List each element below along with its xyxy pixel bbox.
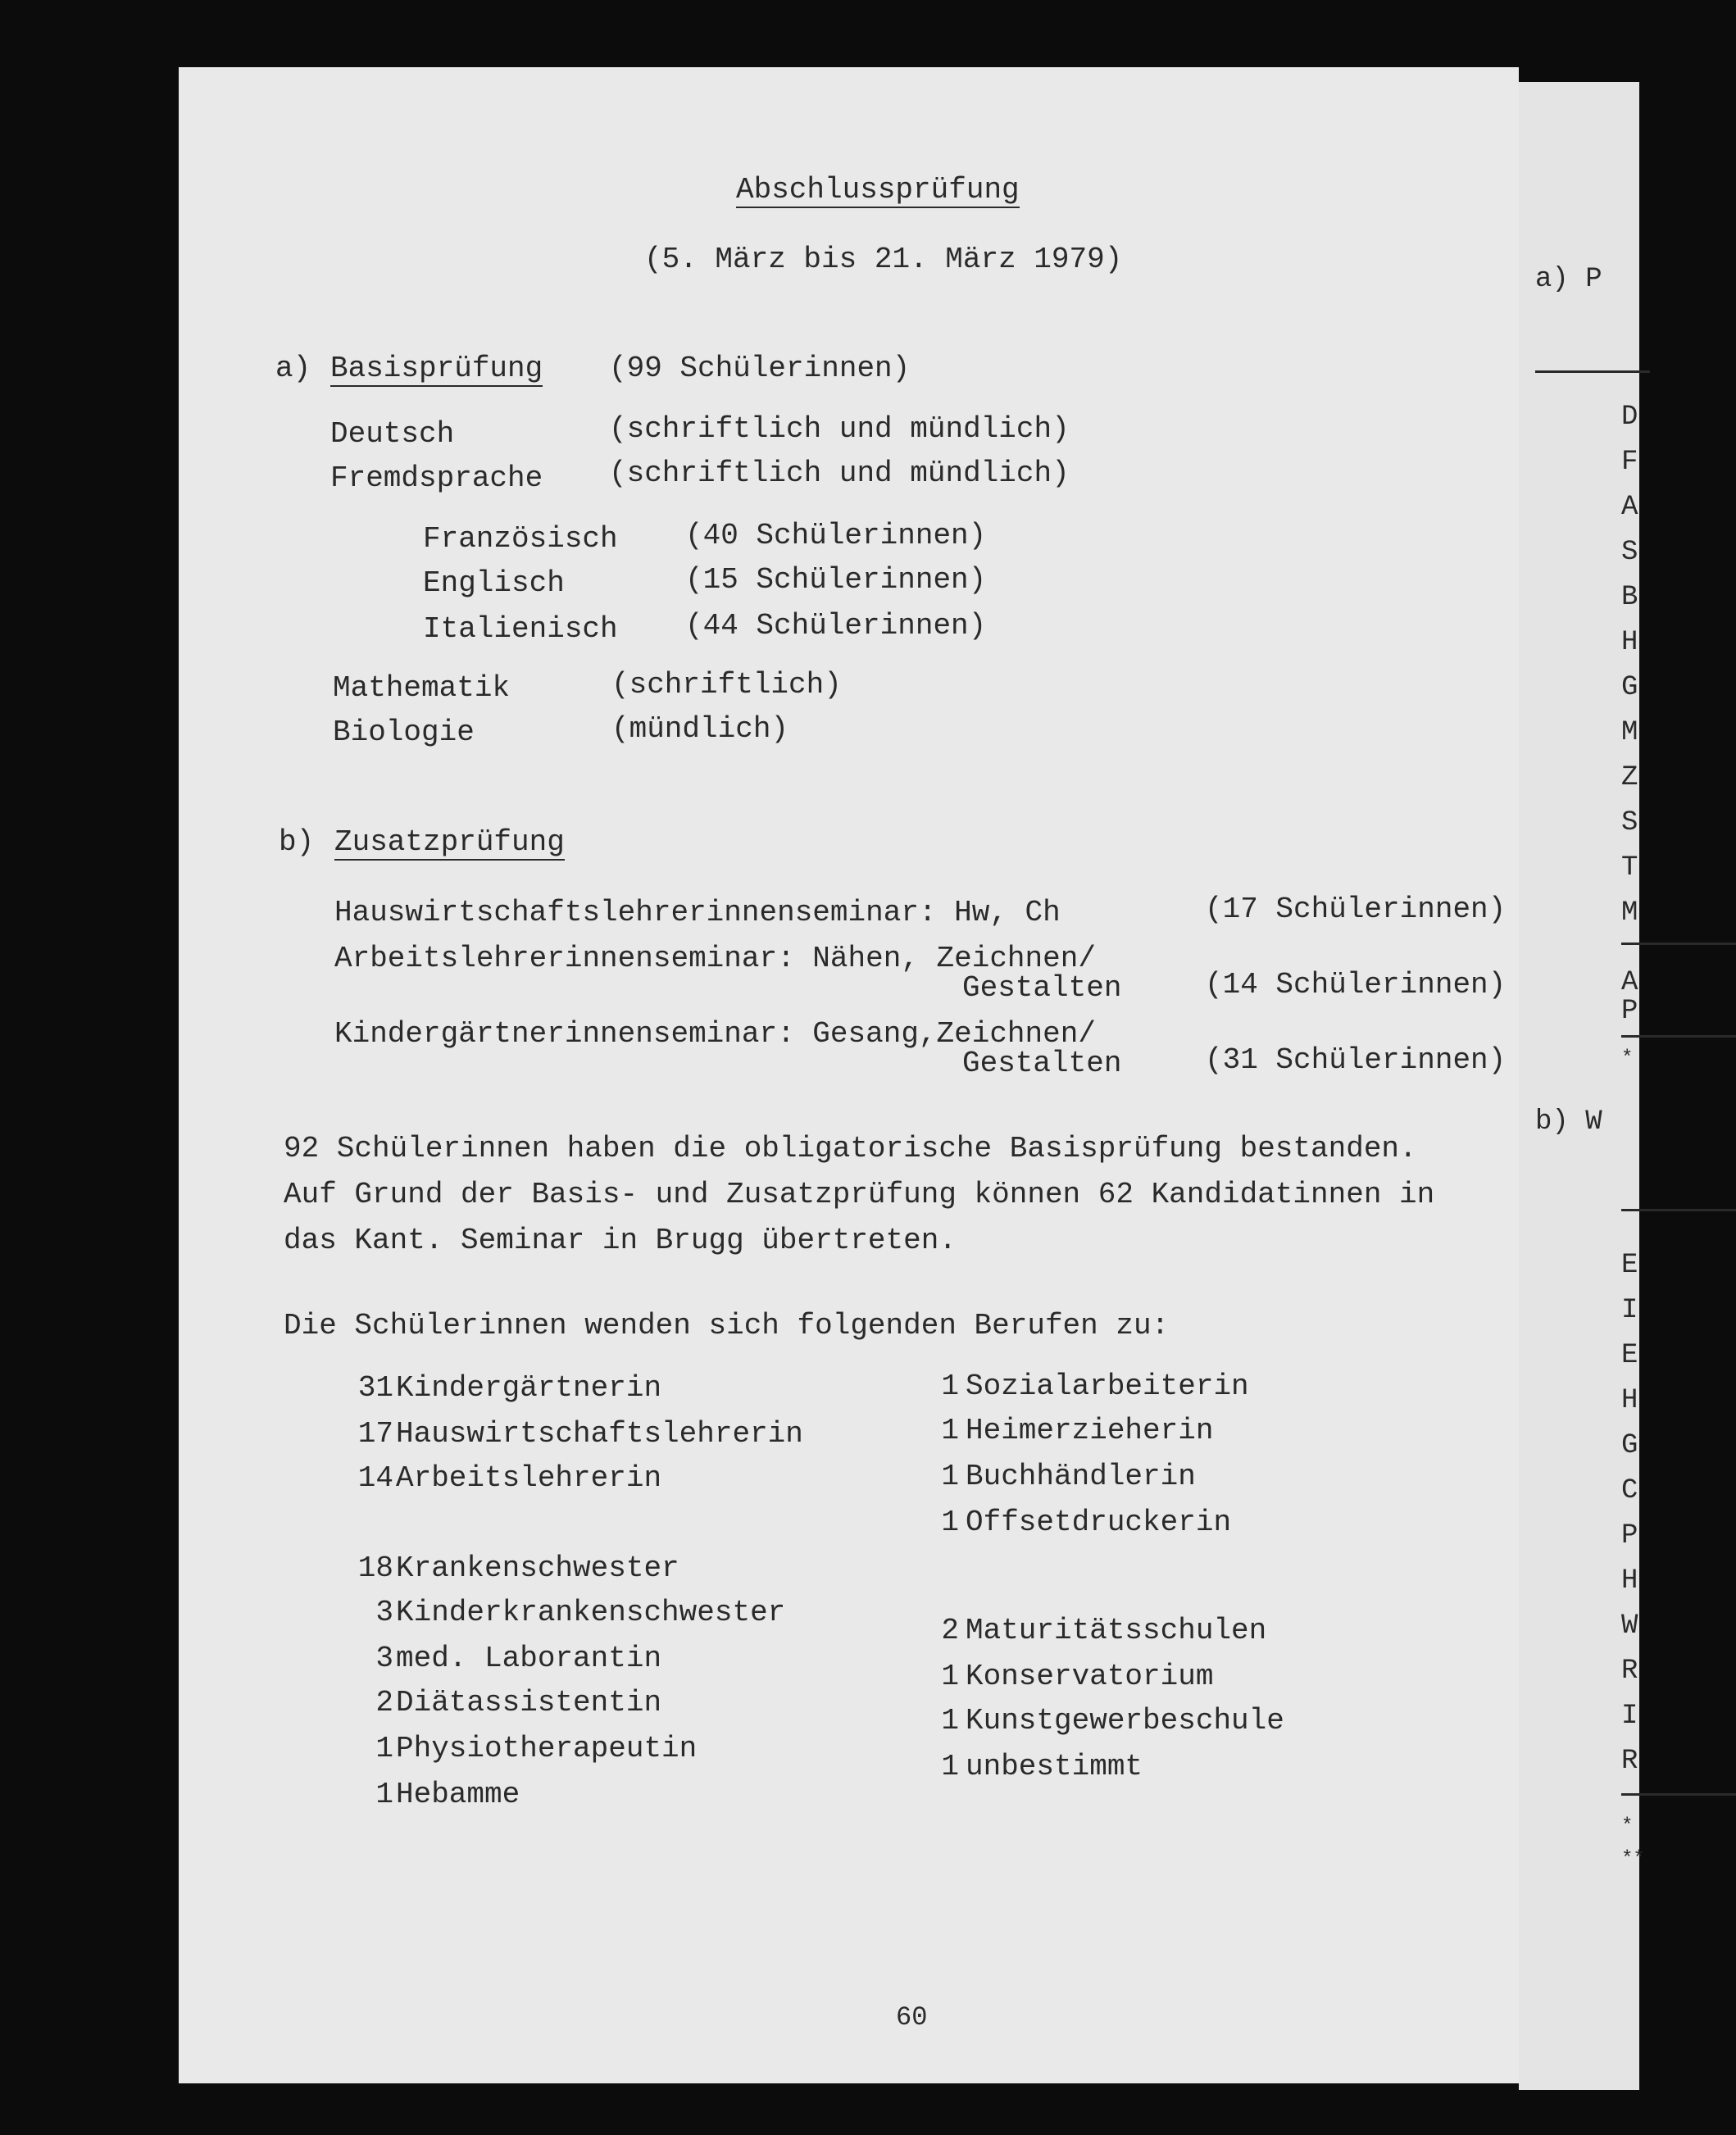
language-count: (40 Schülerinnen)	[685, 519, 987, 552]
language-name: Italienisch	[423, 612, 618, 646]
subject-mode: (schriftlich und mündlich)	[609, 457, 1070, 490]
next-page-letter: H	[1621, 1385, 1638, 1416]
next-page-letter: S	[1621, 537, 1638, 568]
career-label: Kinderkrankenschwester	[396, 1596, 786, 1629]
next-page-star: *	[1621, 1815, 1634, 1837]
career-count: 3	[375, 1642, 393, 1675]
next-page-letter: G	[1621, 1430, 1638, 1461]
next-page-letter: W	[1621, 1610, 1638, 1642]
next-page-letter: A	[1621, 967, 1638, 998]
career-count: 17	[357, 1417, 393, 1451]
subject-name: Deutsch	[330, 417, 455, 451]
next-page-a-heading: a) P	[1535, 264, 1602, 295]
career-label: Diätassistentin	[396, 1686, 662, 1719]
career-label: Kindergärtnerin	[396, 1371, 662, 1405]
next-page-letter: T	[1621, 852, 1638, 884]
seminar-line: Arbeitslehrerinnenseminar: Nähen, Zeichnen/	[334, 942, 1096, 975]
next-page-star: *	[1621, 1047, 1634, 1070]
subject-name: Biologie	[333, 715, 475, 749]
career-label: Sozialarbeiterin	[966, 1370, 1249, 1403]
career-label: Offsetdruckerin	[966, 1506, 1232, 1539]
next-page-letter: G	[1621, 672, 1638, 703]
career-count: 18	[357, 1551, 393, 1585]
page-number: 60	[896, 2002, 928, 2033]
career-label: Arbeitslehrerin	[396, 1461, 662, 1495]
next-page-letter: R	[1621, 1746, 1638, 1777]
next-page-letter: D	[1621, 402, 1638, 433]
career-label: Physiotherapeutin	[396, 1732, 698, 1765]
career-count: 1	[941, 1460, 959, 1493]
career-count: 1	[941, 1660, 959, 1693]
next-page-letter: S	[1621, 807, 1638, 838]
divider	[1621, 1035, 1736, 1038]
career-label: Hebamme	[396, 1778, 520, 1811]
career-count: 2	[375, 1686, 393, 1719]
paragraph-line: Auf Grund der Basis- und Zusatzprüfung können 62 Kandidatinnen in	[284, 1178, 1435, 1211]
next-page-letter: P	[1621, 996, 1638, 1027]
subject-name: Fremdsprache	[330, 461, 543, 495]
language-name: Englisch	[423, 566, 565, 600]
careers-intro: Die Schülerinnen wenden sich folgenden Berufen zu:	[284, 1309, 1170, 1342]
next-page-letter: I	[1621, 1701, 1638, 1732]
next-page-letter: M	[1621, 897, 1638, 929]
career-count: 1	[941, 1414, 959, 1447]
next-page-fragment	[1519, 82, 1645, 2090]
career-count: 31	[357, 1371, 393, 1405]
subject-mode: (schriftlich)	[611, 668, 842, 702]
seminar-line-cont: Gestalten	[962, 971, 1122, 1005]
section-b-letter: b)	[279, 825, 315, 859]
next-page-letter: C	[1621, 1475, 1638, 1506]
next-page-letter: M	[1621, 717, 1638, 748]
career-count: 1	[941, 1370, 959, 1403]
subject-mode: (mündlich)	[611, 712, 789, 746]
career-count: 14	[357, 1461, 393, 1495]
seminar-line: Hauswirtschaftslehrerinnenseminar: Hw, Ch	[334, 896, 1061, 929]
career-label: Kunstgewerbeschule	[966, 1704, 1284, 1738]
seminar-count: (17 Schülerinnen)	[1205, 893, 1507, 926]
next-page-star: **	[1621, 1848, 1645, 1870]
next-page-letter: B	[1621, 582, 1638, 613]
next-page-letter: I	[1621, 1295, 1638, 1326]
career-label: unbestimmt	[966, 1750, 1143, 1783]
career-count: 3	[375, 1596, 393, 1629]
paragraph-line: das Kant. Seminar in Brugg übertreten.	[284, 1224, 957, 1257]
next-page-letter: R	[1621, 1656, 1638, 1687]
career-count: 1	[375, 1732, 393, 1765]
career-label: Hauswirtschaftslehrerin	[396, 1417, 803, 1451]
next-page-letter: E	[1621, 1340, 1638, 1371]
next-page-letter: P	[1621, 1520, 1638, 1551]
language-name: Französisch	[423, 522, 618, 556]
career-label: Buchhändlerin	[966, 1460, 1196, 1493]
divider	[1621, 943, 1736, 945]
section-a-letter: a)	[275, 352, 311, 385]
career-count: 1	[941, 1750, 959, 1783]
language-count: (44 Schülerinnen)	[685, 609, 987, 643]
career-count: 1	[941, 1506, 959, 1539]
career-label: Heimerzieherin	[966, 1414, 1214, 1447]
section-b-heading: Zusatzprüfung	[334, 825, 565, 859]
section-a-note: (99 Schülerinnen)	[609, 352, 911, 385]
divider	[1621, 1793, 1736, 1796]
next-page-letter: Z	[1621, 762, 1638, 793]
career-count: 1	[941, 1704, 959, 1738]
career-count: 2	[941, 1614, 959, 1647]
career-label: Maturitätsschulen	[966, 1614, 1267, 1647]
career-label: Konservatorium	[966, 1660, 1214, 1693]
next-page-letter: H	[1621, 627, 1638, 658]
section-a-heading: Basisprüfung	[330, 352, 543, 385]
seminar-line: Kindergärtnerinnenseminar: Gesang,Zeichnen/	[334, 1017, 1096, 1051]
subject-mode: (schriftlich und mündlich)	[609, 412, 1070, 446]
divider	[1621, 1209, 1736, 1211]
next-page-letter: E	[1621, 1250, 1638, 1281]
page-title: Abschlussprüfung	[736, 173, 1020, 207]
subject-name: Mathematik	[333, 671, 511, 705]
next-page-letter: F	[1621, 447, 1638, 478]
career-count: 1	[375, 1778, 393, 1811]
next-page-letter: A	[1621, 492, 1638, 523]
next-page-b-heading: b) W	[1535, 1106, 1602, 1138]
seminar-line-cont: Gestalten	[962, 1047, 1122, 1080]
career-label: med. Laborantin	[396, 1642, 662, 1675]
document-page	[179, 67, 1519, 2083]
next-page-letter: H	[1621, 1565, 1638, 1597]
seminar-count: (14 Schülerinnen)	[1205, 968, 1507, 1002]
date-range: (5. März bis 21. März 1979)	[644, 243, 1123, 276]
career-label: Krankenschwester	[396, 1551, 679, 1585]
paragraph-line: 92 Schülerinnen haben die obligatorische Basisprüfung bestanden.	[284, 1132, 1417, 1165]
divider	[1535, 370, 1650, 373]
language-count: (15 Schülerinnen)	[685, 563, 987, 597]
seminar-count: (31 Schülerinnen)	[1205, 1043, 1507, 1077]
